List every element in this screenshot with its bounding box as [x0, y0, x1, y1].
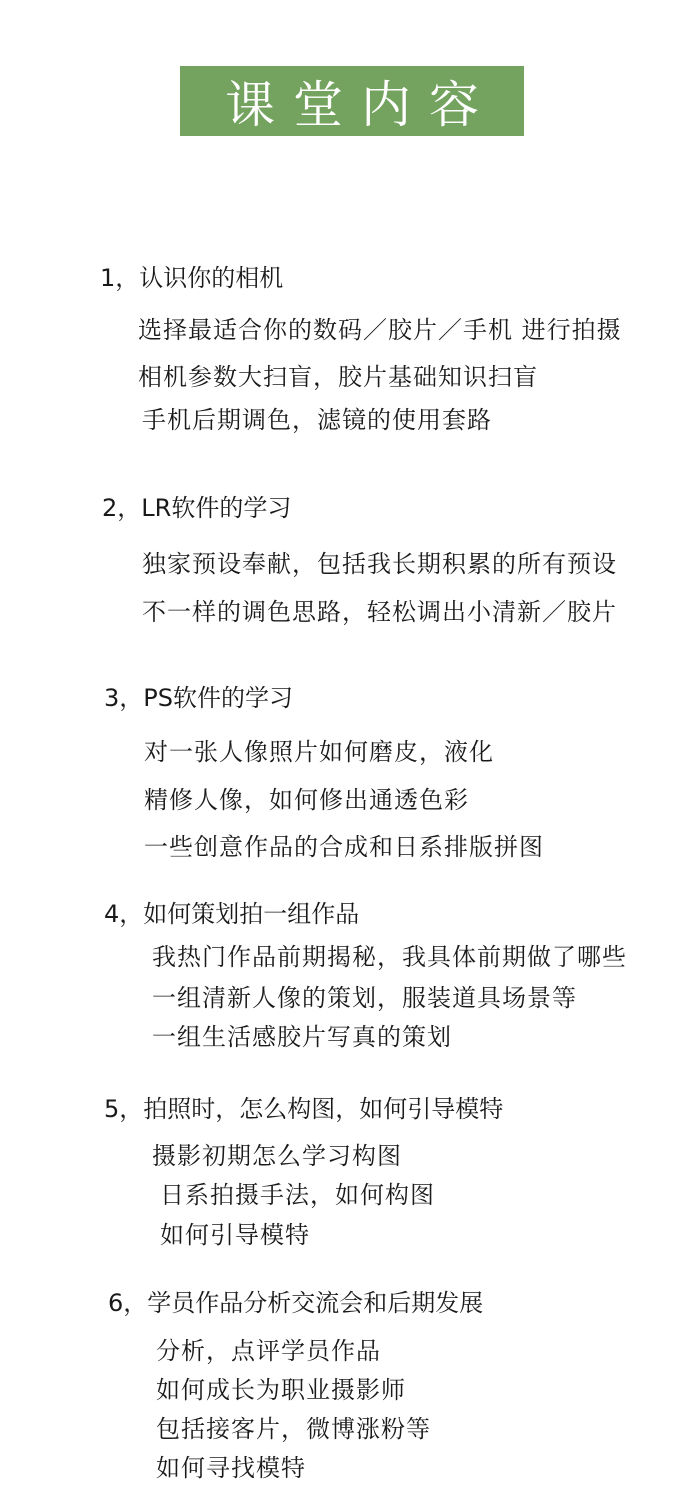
section-5-line-1: 摄影初期怎么学习构图: [152, 1142, 402, 1170]
title-banner: [180, 66, 524, 136]
section-6-line-1: 分析，点评学员作品: [156, 1337, 381, 1365]
section-1-line-3: 手机后期调色，滤镜的使用套路: [142, 406, 492, 434]
section-1-line-2: 相机参数大扫盲，胶片基础知识扫盲: [138, 363, 538, 391]
section-heading-3: 3，PS软件的学习: [104, 684, 293, 712]
section-3-line-2: 精修人像，如何修出通透色彩: [144, 786, 469, 814]
section-1-line-1: 选择最适合你的数码／胶片／手机 进行拍摄: [138, 316, 622, 344]
section-heading-6: 6，学员作品分析交流会和后期发展: [108, 1289, 484, 1317]
section-4-line-2: 一组清新人像的策划，服装道具场景等: [152, 984, 577, 1012]
page-title: 课堂内容: [225, 76, 497, 134]
section-heading-2: 2，LR软件的学习: [102, 494, 292, 522]
section-6-line-4: 如何寻找模特: [156, 1454, 306, 1482]
section-6-line-3: 包括接客片，微博涨粉等: [156, 1415, 431, 1443]
section-2-line-1: 独家预设奉献，包括我长期积累的所有预设: [142, 550, 617, 578]
section-3-line-1: 对一张人像照片如何磨皮，液化: [144, 738, 494, 766]
section-3-line-3: 一些创意作品的合成和日系排版拼图: [144, 833, 544, 861]
section-6-line-2: 如何成长为职业摄影师: [156, 1376, 406, 1404]
section-5-line-3: 如何引导模特: [160, 1221, 310, 1249]
section-4-line-3: 一组生活感胶片写真的策划: [152, 1023, 452, 1051]
section-heading-5: 5，拍照时，怎么构图，如何引导模特: [104, 1095, 504, 1123]
section-2-line-2: 不一样的调色思路，轻松调出小清新／胶片: [142, 598, 617, 626]
section-heading-4: 4，如何策划拍一组作品: [104, 900, 360, 928]
section-4-line-1: 我热门作品前期揭秘，我具体前期做了哪些: [152, 943, 627, 971]
section-5-line-2: 日系拍摄手法，如何构图: [160, 1181, 435, 1209]
section-heading-1: 1，认识你的相机: [100, 264, 284, 292]
